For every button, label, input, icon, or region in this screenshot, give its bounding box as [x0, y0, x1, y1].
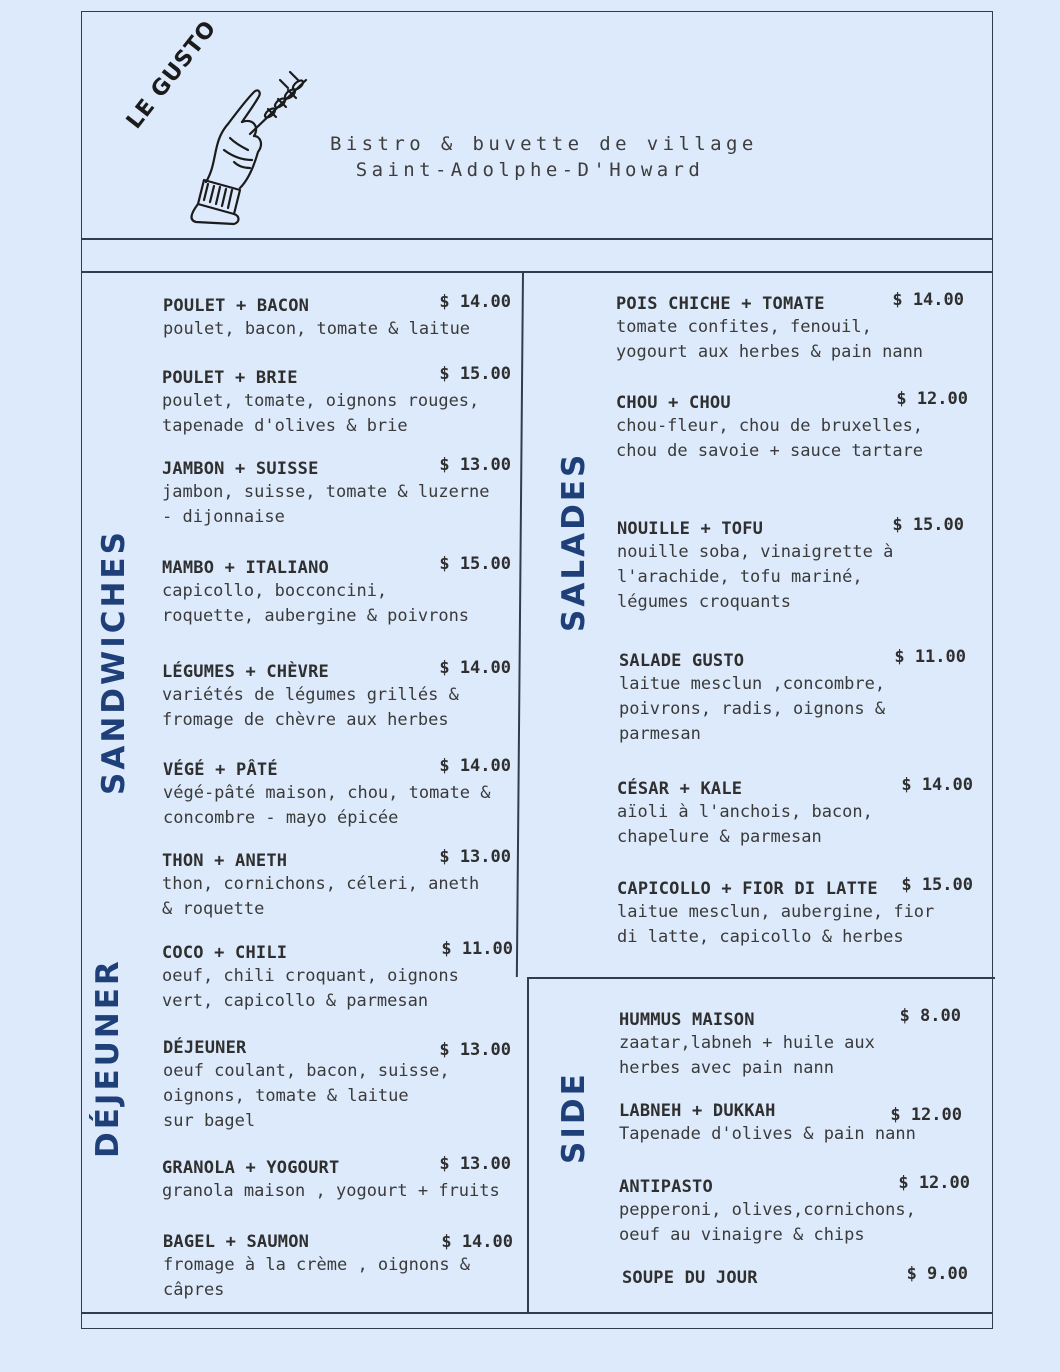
item-price: $ 13.00: [439, 1040, 511, 1060]
item-price: $ 14.00: [439, 756, 511, 776]
item-description: tomate confites, fenouil, yogourt aux herbes & pain nann: [616, 317, 924, 362]
menu-item-nouille-tofu: [617, 515, 964, 614]
item-description: thon, cornichons, céleri, aneth & roquette: [162, 874, 480, 919]
item-name: POULET + BACON: [163, 296, 310, 316]
logo: [121, 15, 318, 227]
section-title-side: SIDE: [556, 1071, 592, 1164]
menu-item-salade-gusto: [619, 647, 966, 746]
menu-item-poulet-brie: [162, 364, 511, 439]
logo-text: LE GUSTO: [121, 15, 222, 134]
section-title-sandwiches: SANDWICHES: [96, 529, 132, 795]
item-description: poulet, tomate, oignons rouges, tapenade d'olives & brie: [162, 391, 480, 436]
item-description: chou-fleur, chou de bruxelles, chou de savoie + sauce tartare: [616, 416, 924, 461]
menu-item-cesar-kale: [617, 775, 973, 850]
item-description: laitue mesclun ,concombre, poivrons, radis, oignons & parmesan: [619, 674, 886, 744]
item-price: $ 15.00: [439, 364, 511, 384]
menu-item-chou-chou: [616, 389, 968, 464]
menu-item-granola-yogourt: [162, 1154, 511, 1204]
menu-item-poulet-bacon: [163, 292, 511, 342]
item-name: POIS CHICHE + TOMATE: [616, 294, 825, 314]
item-name: COCO + CHILI: [162, 943, 288, 963]
section-title-salades: SALADES: [556, 451, 592, 632]
item-name: BAGEL + SAUMON: [163, 1232, 310, 1252]
item-price: $ 11.00: [894, 647, 966, 667]
item-description: Tapenade d'olives & pain nann: [619, 1124, 916, 1144]
item-description: laitue mesclun, aubergine, fior di latte, capicollo & herbes: [617, 902, 935, 947]
menu-item-thon-aneth: [162, 847, 511, 922]
item-price: $ 13.00: [439, 1154, 511, 1174]
column-divider-lower: [527, 977, 529, 1313]
item-name: JAMBON + SUISSE: [162, 459, 319, 479]
menu-item-legumes-chevre: [162, 658, 511, 733]
menu-item-mambo-italiano: [162, 554, 511, 629]
item-price: $ 12.00: [898, 1173, 970, 1193]
item-name: ANTIPASTO: [619, 1177, 713, 1197]
item-price: $ 13.00: [439, 455, 511, 475]
hand-holding-herb-icon: [148, 52, 318, 227]
item-name: THON + ANETH: [162, 851, 288, 871]
item-price: $ 15.00: [901, 875, 973, 895]
menu-item-bagel-saumon: [163, 1232, 513, 1303]
item-name: HUMMUS MAISON: [619, 1010, 755, 1030]
item-name: CÉSAR + KALE: [617, 779, 743, 799]
item-description: variétés de légumes grillés & fromage de chèvre aux herbes: [162, 685, 459, 730]
menu-item-coco-chili: [162, 939, 513, 1014]
menu-item-capicollo-fior-di-latte: [617, 875, 973, 950]
item-price: $ 15.00: [892, 515, 964, 535]
item-name: NOUILLE + TOFU: [617, 519, 764, 539]
menu-item-dejeuner: [163, 1038, 511, 1133]
item-price: $ 8.00: [899, 1006, 961, 1026]
item-name: LÉGUMES + CHÈVRE: [162, 662, 329, 682]
item-price: $ 14.00: [892, 290, 964, 310]
menu-item-vege-pate: [163, 756, 511, 831]
item-price: $ 11.00: [441, 939, 513, 959]
item-name: SOUPE DU JOUR: [622, 1268, 758, 1288]
item-name: POULET + BRIE: [162, 368, 298, 388]
item-price: $ 14.00: [439, 292, 511, 312]
header-divider-top: [81, 238, 993, 240]
menu-item-labneh-dukkah: [619, 1101, 962, 1147]
item-price: $ 12.00: [890, 1105, 962, 1125]
item-description: aïoli à l'anchois, bacon, chapelure & parmesan: [617, 802, 873, 847]
item-name: VÉGÉ + PÂTÉ: [163, 760, 278, 780]
item-description: végé-pâté maison, chou, tomate & concombre - mayo épicée: [163, 783, 491, 828]
tagline-line-2: Saint-Adolphe-D'Howard: [355, 159, 705, 181]
item-description: granola maison , yogourt + fruits: [162, 1181, 500, 1201]
item-description: jambon, suisse, tomate & luzerne - dijonnaise: [162, 482, 490, 527]
section-title-dejeuner: DÉJEUNER: [90, 958, 126, 1158]
item-price: $ 12.00: [896, 389, 968, 409]
item-name: CHOU + CHOU: [616, 393, 731, 413]
item-name: SALADE GUSTO: [619, 651, 745, 671]
item-description: pepperoni, olives,cornichons, oeuf au vinaigre & chips: [619, 1200, 916, 1245]
item-description: fromage à la crème , oignons & câpres: [163, 1255, 471, 1300]
tagline: [330, 131, 758, 183]
item-price: $ 9.00: [906, 1264, 968, 1284]
item-description: oeuf coulant, bacon, suisse, oignons, tomate & laitue sur bagel: [163, 1061, 450, 1131]
salades-side-divider: [527, 977, 995, 979]
item-name: MAMBO + ITALIANO: [162, 558, 329, 578]
item-name: DÉJEUNER: [163, 1038, 247, 1058]
item-description: zaatar,labneh + huile aux herbes avec pain nann: [619, 1033, 875, 1078]
menu-item-hummus-maison: [619, 1006, 961, 1081]
item-description: capicollo, bocconcini, roquette, aubergine & poivrons: [162, 581, 470, 626]
item-description: poulet, bacon, tomate & laitue: [163, 319, 471, 339]
item-price: $ 13.00: [439, 847, 511, 867]
item-name: CAPICOLLO + FIOR DI LATTE: [617, 879, 878, 899]
item-price: $ 14.00: [441, 1232, 513, 1252]
item-description: oeuf, chili croquant, oignons vert, capicollo & parmesan: [162, 966, 459, 1011]
menu-item-soupe-du-jour: [622, 1264, 968, 1288]
item-price: $ 14.00: [439, 658, 511, 678]
item-price: $ 14.00: [901, 775, 973, 795]
menu-item-jambon-suisse: [162, 455, 511, 530]
menu-item-pois-chiche-tomate: [616, 290, 964, 365]
item-name: LABNEH + DUKKAH: [619, 1101, 776, 1121]
footer-divider: [81, 1312, 993, 1314]
menu-item-antipasto: [619, 1173, 970, 1248]
item-description: nouille soba, vinaigrette à l'arachide, tofu mariné, légumes croquants: [617, 542, 894, 612]
item-name: GRANOLA + YOGOURT: [162, 1158, 340, 1178]
tagline-line-1: Bistro & buvette de village: [330, 133, 758, 155]
item-price: $ 15.00: [439, 554, 511, 574]
header-divider-bottom: [81, 271, 993, 273]
